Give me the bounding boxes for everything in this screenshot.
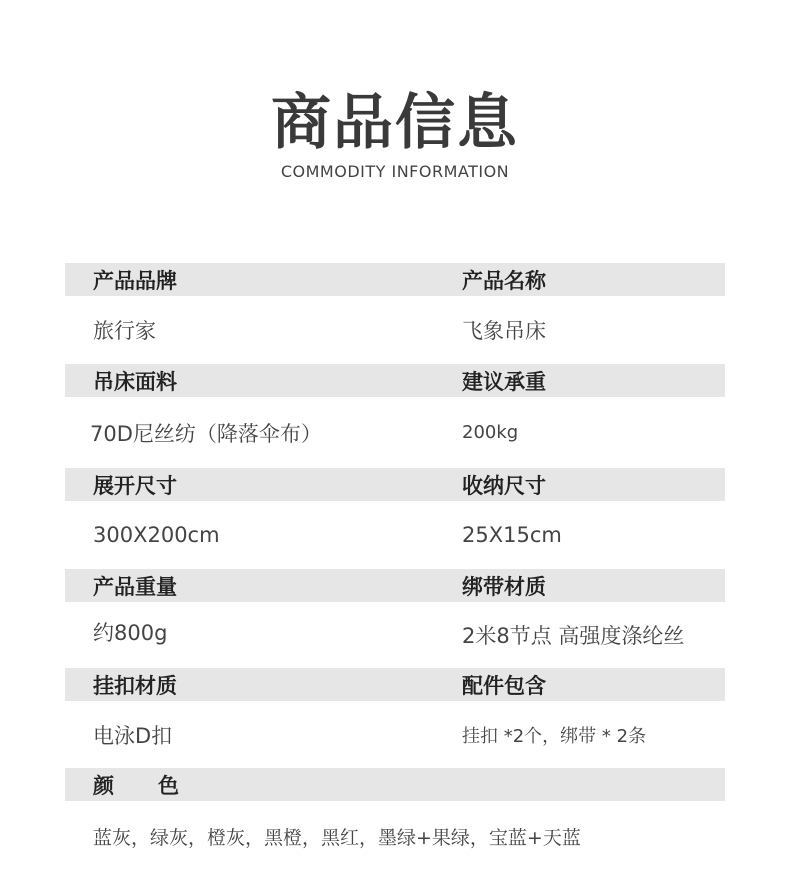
label-row-weight-strap [65,569,725,602]
label-row-brand-name [65,263,725,296]
value-unfold-size: 300X200cm [93,523,220,547]
value-buckle-material: 电泳D扣 [93,723,173,748]
label-row-buckle-accessories [65,668,725,701]
label-accessories: 配件包含 [462,673,546,698]
label-buckle-material: 挂扣材质 [93,673,177,698]
value-row-buckle-accessories [65,701,725,768]
value-row-sizes [65,501,725,569]
label-color: 颜色 [93,773,223,798]
product-info-table [65,263,725,871]
label-row-color [65,768,725,801]
value-product-name: 飞象吊床 [462,319,546,343]
label-unfold-size: 展开尺寸 [93,473,177,498]
label-load: 建议承重 [462,369,546,394]
page-subtitle: COMMODITY INFORMATION [280,162,510,181]
value-weight: 约800g [93,621,168,645]
value-brand: 旅行家 [93,319,156,343]
label-brand: 产品品牌 [93,268,177,293]
label-fabric: 吊床面料 [93,369,177,394]
label-strap-material: 绑带材质 [462,574,546,599]
value-pack-size: 25X15cm [462,523,562,547]
value-color: 蓝灰，绿灰，橙灰，黑橙，黑红，墨绿+果绿，宝蓝+天蓝 [93,826,581,849]
value-row-fabric-load [65,397,725,468]
label-pack-size: 收纳尺寸 [462,473,546,498]
label-weight: 产品重量 [93,574,177,599]
label-product-name: 产品名称 [462,268,546,293]
value-row-brand-name [65,296,725,364]
value-strap-material: 2米8节点 高强度涤纶丝 [462,624,685,648]
page-title: 商品信息 [271,88,519,158]
value-row-weight-strap [65,602,725,668]
label-row-fabric-load [65,364,725,397]
value-load: 200kg [462,422,519,443]
value-accessories: 挂扣 *2个，绑带 * 2条 [462,725,647,747]
label-row-sizes [65,468,725,501]
value-fabric: 70D尼丝纺（降落伞布） [90,421,322,446]
value-row-color [65,801,725,871]
